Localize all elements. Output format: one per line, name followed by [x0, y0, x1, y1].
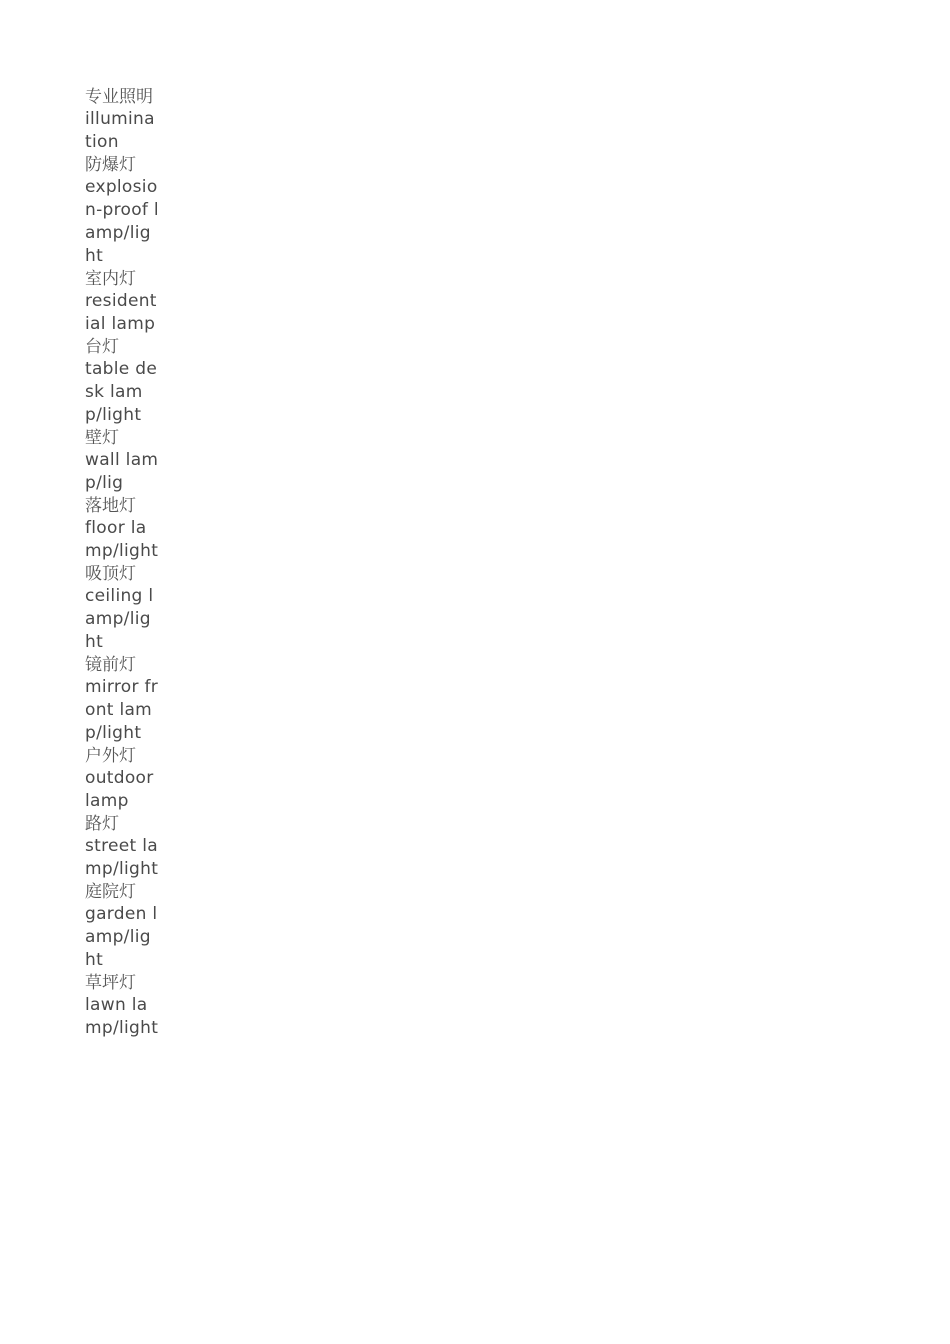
glossary-entry	[85, 495, 159, 563]
term-english: table desk lamp/light	[85, 359, 158, 425]
term-english: lawn lamp/light	[85, 995, 159, 1038]
glossary-entry	[85, 563, 159, 654]
glossary-entry	[85, 427, 159, 495]
term-english: explosion-proof lamp/light	[85, 177, 159, 266]
term-chinese: 壁灯	[85, 428, 119, 448]
glossary-entry	[85, 972, 159, 1040]
term-chinese: 路灯	[85, 814, 119, 834]
term-chinese: 防爆灯	[85, 155, 136, 175]
term-english: floor lamp/light	[85, 518, 159, 561]
glossary-entry	[85, 745, 159, 813]
term-english: garden lamp/light	[85, 904, 158, 970]
term-chinese: 台灯	[85, 337, 119, 357]
glossary-entry	[85, 268, 159, 336]
term-chinese: 室内灯	[85, 269, 136, 289]
term-chinese: 专业照明	[85, 87, 153, 107]
term-chinese: 落地灯	[85, 496, 136, 516]
term-english: residential lamp	[85, 291, 157, 334]
glossary-entry	[85, 336, 159, 427]
term-chinese: 草坪灯	[85, 973, 136, 993]
glossary-entry	[85, 881, 159, 972]
glossary-column	[85, 86, 159, 1040]
glossary-entry	[85, 813, 159, 881]
term-english: ceiling lamp/light	[85, 586, 154, 652]
glossary-entry	[85, 86, 159, 154]
glossary-entry	[85, 154, 159, 268]
term-english: wall lamp/lig	[85, 450, 159, 493]
term-english: outdoor lamp	[85, 768, 154, 811]
term-chinese: 镜前灯	[85, 655, 136, 675]
term-english: illumination	[85, 109, 155, 152]
term-english: mirror front lamp/light	[85, 677, 159, 743]
term-chinese: 吸顶灯	[85, 564, 136, 584]
term-english: street lamp/light	[85, 836, 159, 879]
term-chinese: 庭院灯	[85, 882, 136, 902]
term-chinese: 户外灯	[85, 746, 136, 766]
glossary-entry	[85, 654, 159, 745]
